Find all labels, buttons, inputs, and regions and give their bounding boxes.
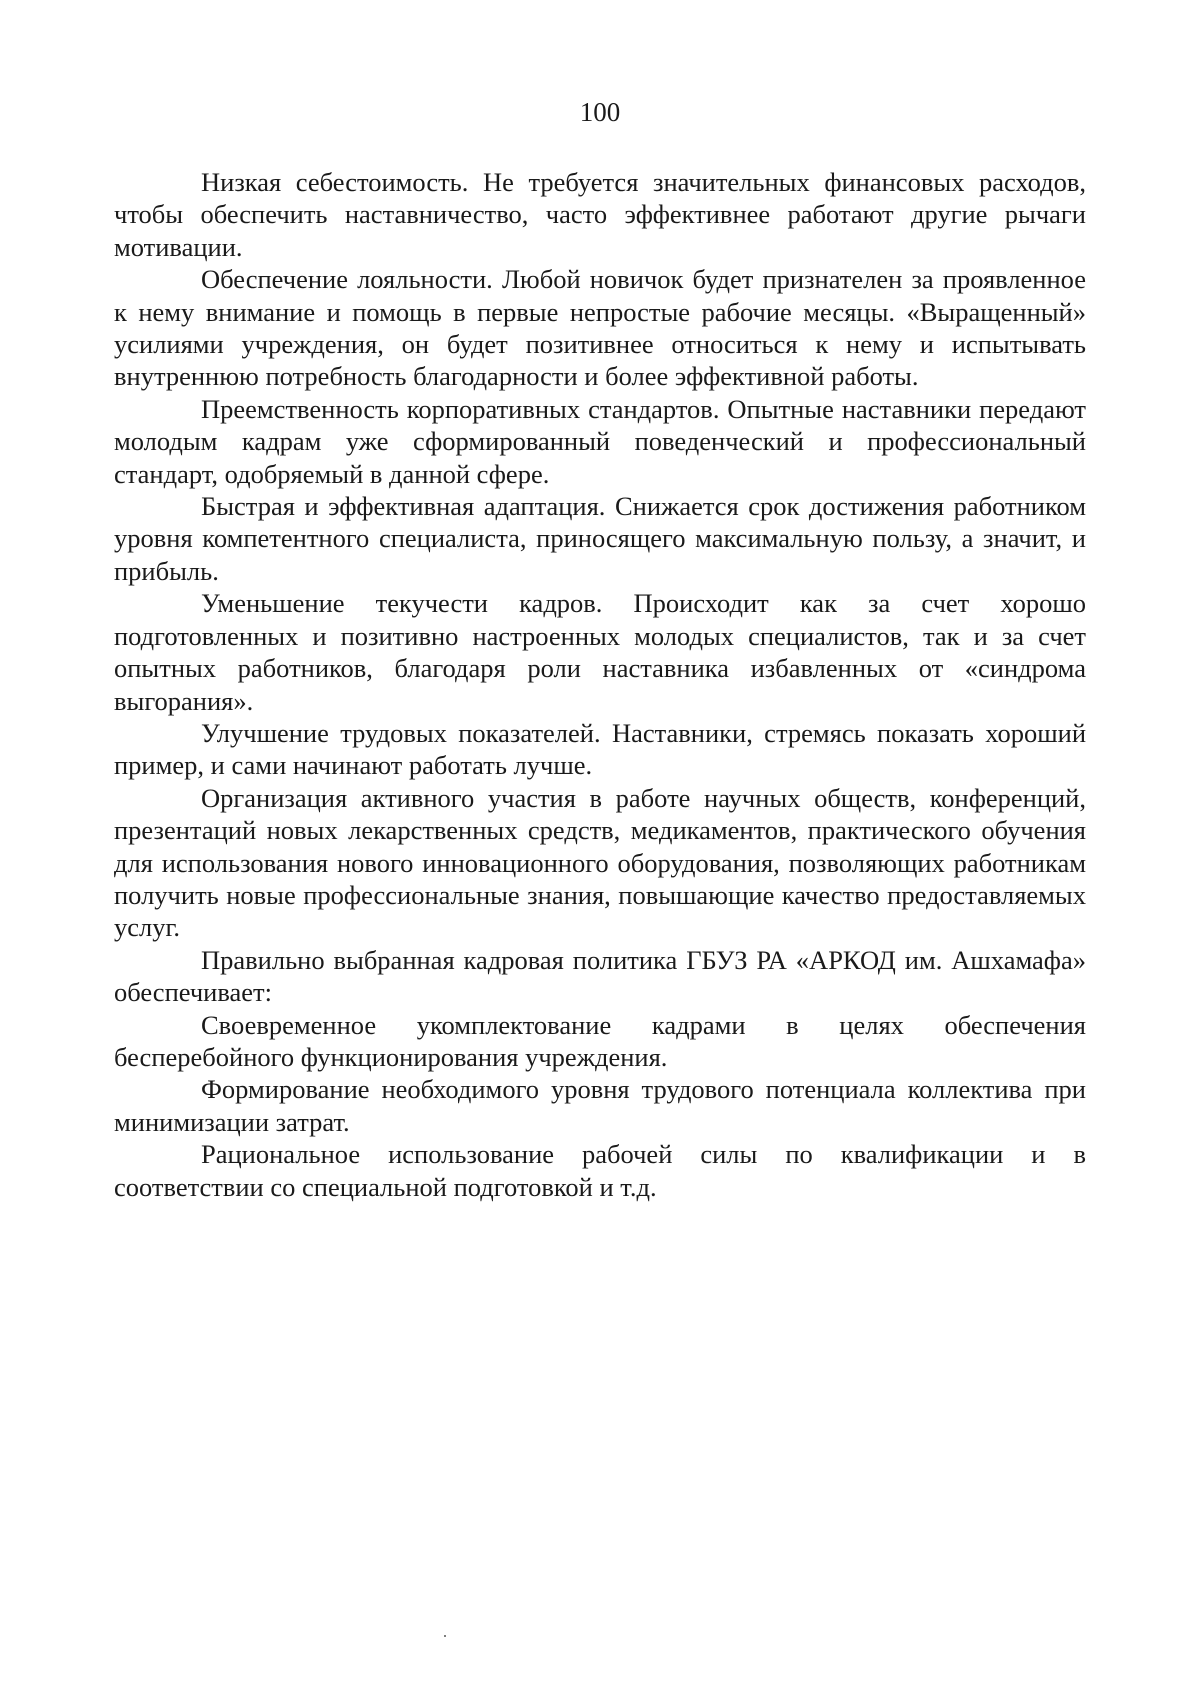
paragraph	[114, 1009, 1086, 1074]
paragraph	[114, 1138, 1086, 1203]
paragraph	[114, 490, 1086, 587]
paragraph	[114, 166, 1086, 263]
paragraph	[114, 782, 1086, 944]
scan-speck	[444, 1635, 446, 1637]
paragraph	[114, 587, 1086, 717]
paragraph-text: Правильно выбранная кадровая политика ГБУЗ РА «АРКОД им. Ашхамафа» обеспечивает:	[114, 944, 1086, 1008]
paragraph-text: Рациональное использование рабочей силы по квалификации и в соответствии со специальной подготовкой и т.д.	[114, 1139, 1086, 1202]
paragraph	[114, 1073, 1086, 1138]
paragraph-text: Организация активного участия в работе научных обществ, конференций, презентаций новых лекарственных средств, медикаментов, практического обучения для использования нового инновационного оборудования, позволяющих работникам получить новые профессиональные знания, повышающие качество предоставляемых услуг.	[114, 782, 1086, 943]
paragraph-text: Наставники, стремясь показать хороший пример, и сами начинают работать лучше.	[114, 717, 1086, 781]
paragraph-text: Формирование необходимого уровня трудового потенциала коллектива при минимизации затрат.	[114, 1074, 1086, 1137]
paragraph-lead: Улучшение трудовых показателей.	[201, 717, 601, 748]
page-number: 100	[579, 97, 621, 127]
paragraph	[114, 944, 1086, 1009]
paragraph-text: Опытные наставники передают молодым кадрам уже сформированный поведенческий и профессиональный стандарт, одобряемый в данной сфере.	[114, 393, 1086, 489]
paragraph	[114, 393, 1086, 490]
paragraph-text: Любой новичок будет признателен за проявленное к нему внимание и помощь в первые непростые рабочие месяцы. «Выращенный» усилиями учреждения, он будет позитивнее относиться к нему и испытывать внутреннюю потребность благодарности и более эффективной работы.	[114, 264, 1087, 392]
paragraph	[114, 717, 1086, 782]
paragraph-text: Своевременное укомплектование кадрами в целях обеспечения бесперебойного функционирования учреждения.	[114, 1009, 1086, 1072]
paragraph-lead: Быстрая и эффективная адаптация.	[201, 491, 606, 522]
paragraph-text: Снижается срок достижения работником уровня компетентного специалиста, приносящего максимальную пользу, а значит, и прибыль.	[114, 491, 1086, 586]
document-body	[114, 166, 1086, 1203]
paragraph-lead: Обеспечение лояльности.	[201, 264, 493, 295]
paragraph-lead: Низкая себестоимость.	[201, 167, 469, 197]
paragraph-lead: Уменьшение текучести кадров.	[201, 588, 603, 619]
paragraph-lead: Преемственность корпоративных стандартов.	[201, 393, 720, 424]
paragraph-text: Происходит как за счет хорошо подготовленных и позитивно настроенных молодых специалистов, так и за счет опытных работников, благодаря роли наставника избавленных от «синдрома выгорания».	[114, 588, 1086, 716]
paragraph-text: Не требуется значительных финансовых расходов, чтобы обеспечить наставничество, часто эффективнее работают другие рычаги мотивации.	[114, 167, 1087, 262]
paragraph	[114, 263, 1086, 393]
